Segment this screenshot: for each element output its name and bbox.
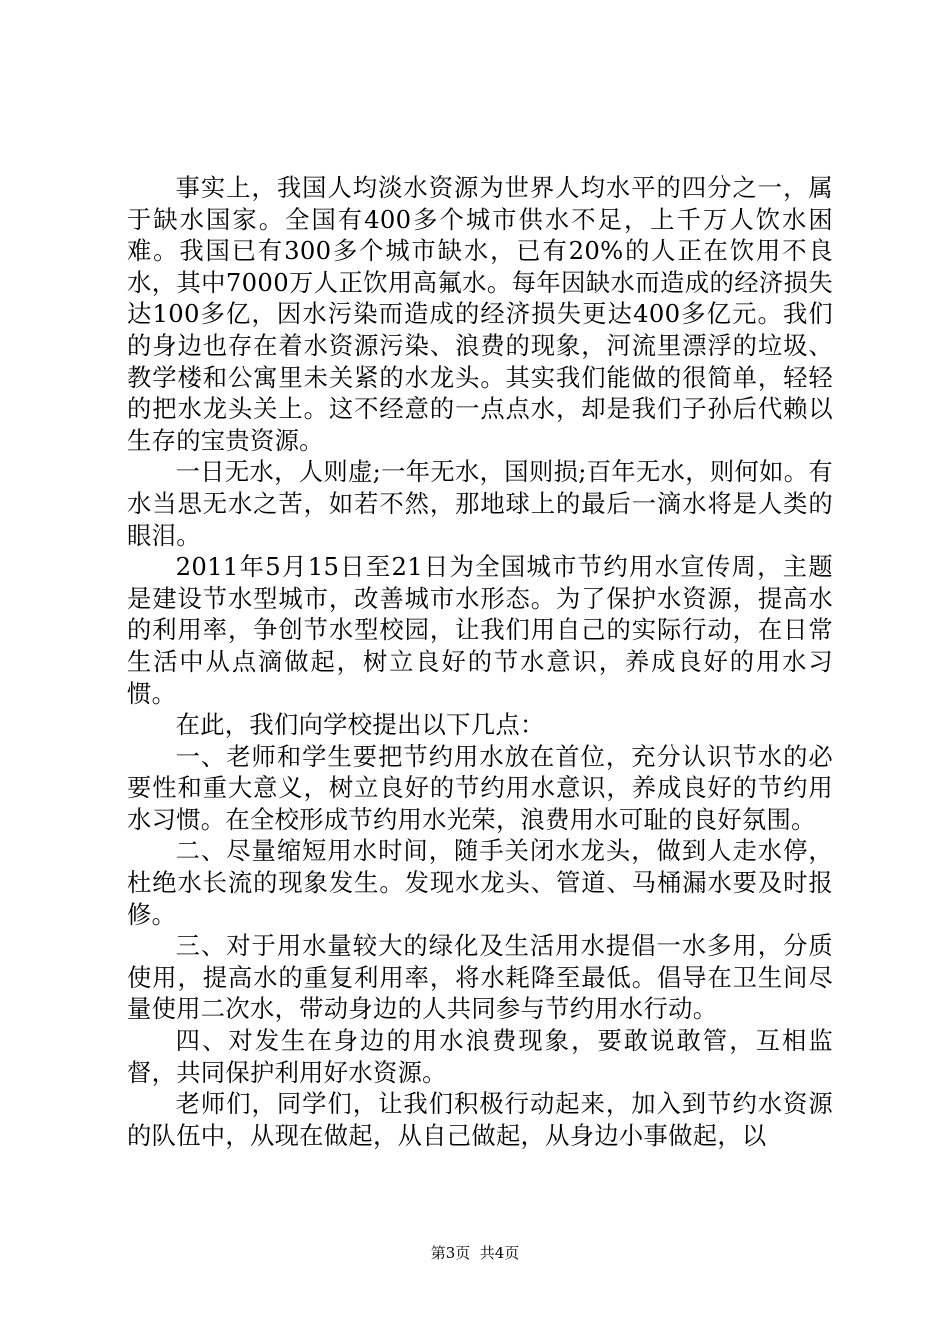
paragraph-call-to-action: 老师们，同学们，让我们积极行动起来，加入到节约水资源的队伍中，从现在做起，从自己做起，从身边小事做起，以 — [127, 1089, 833, 1150]
document-body — [127, 172, 833, 1151]
paragraph-water-week: 2011年5月15日至21日为全国城市节约用水宣传周，主题是建设节水型城市，改善城市水形态。为了保护水资源，提高水的利用率，争创节水型校园，让我们用自己的实际行动，在日常生活中从点滴做起，树立良好的节水意识，养成良好的用水习惯。 — [127, 552, 833, 708]
paragraph-no-water-saying: 一日无水，人则虚;一年无水，国则损;百年无水，则何如。有水当思无水之苦，如若不然，那地球上的最后一滴水将是人类的眼泪。 — [127, 457, 833, 550]
page-number-footer: 第3页 共4页 — [430, 1244, 520, 1262]
paragraph-proposal-2: 二、尽量缩短用水时间，随手关闭水龙头，做到人走水停，杜绝水长流的现象发生。发现水龙头、管道、马桶漏水要及时报修。 — [127, 836, 833, 929]
paragraph-proposal-4: 四、对发生在身边的用水浪费现象，要敢说敢管，互相监督，共同保护利用好水资源。 — [127, 1026, 833, 1087]
paragraph-proposal-3: 三、对于用水量较大的绿化及生活用水提倡一水多用，分质使用，提高水的重复利用率，将水耗降至最低。倡导在卫生间尽量使用二次水，带动身边的人共同参与节约用水行动。 — [127, 931, 833, 1024]
paragraph-proposals-intro: 在此，我们向学校提出以下几点： — [175, 710, 545, 740]
paragraph-proposal-1: 一、老师和学生要把节约用水放在首位，充分认识节水的必要性和重大意义，树立良好的节约用水意识，养成良好的节约用水习惯。在全校形成节约用水光荣，浪费用水可耻的良好氛围。 — [127, 741, 833, 834]
paragraph-water-facts: 事实上，我国人均淡水资源为世界人均水平的四分之一，属于缺水国家。全国有400多个城市供水不足，上千万人饮水困难。我国已有300多个城市缺水，已有20%的人正在饮用不良水，其中7000万人正饮用高氟水。每年因缺水而造成的经济损失达100多亿，因水污染而造成的经济损失更达400多亿元。我们的身边也存在着水资源污染、浪费的现象，河流里漂浮的垃圾、教学楼和公寓里未关紧的水龙头。其实我们能做的很简单，轻轻的把水龙头关上。这不经意的一点点水，却是我们子孙后代赖以生存的宝贵资源。 — [127, 173, 833, 455]
